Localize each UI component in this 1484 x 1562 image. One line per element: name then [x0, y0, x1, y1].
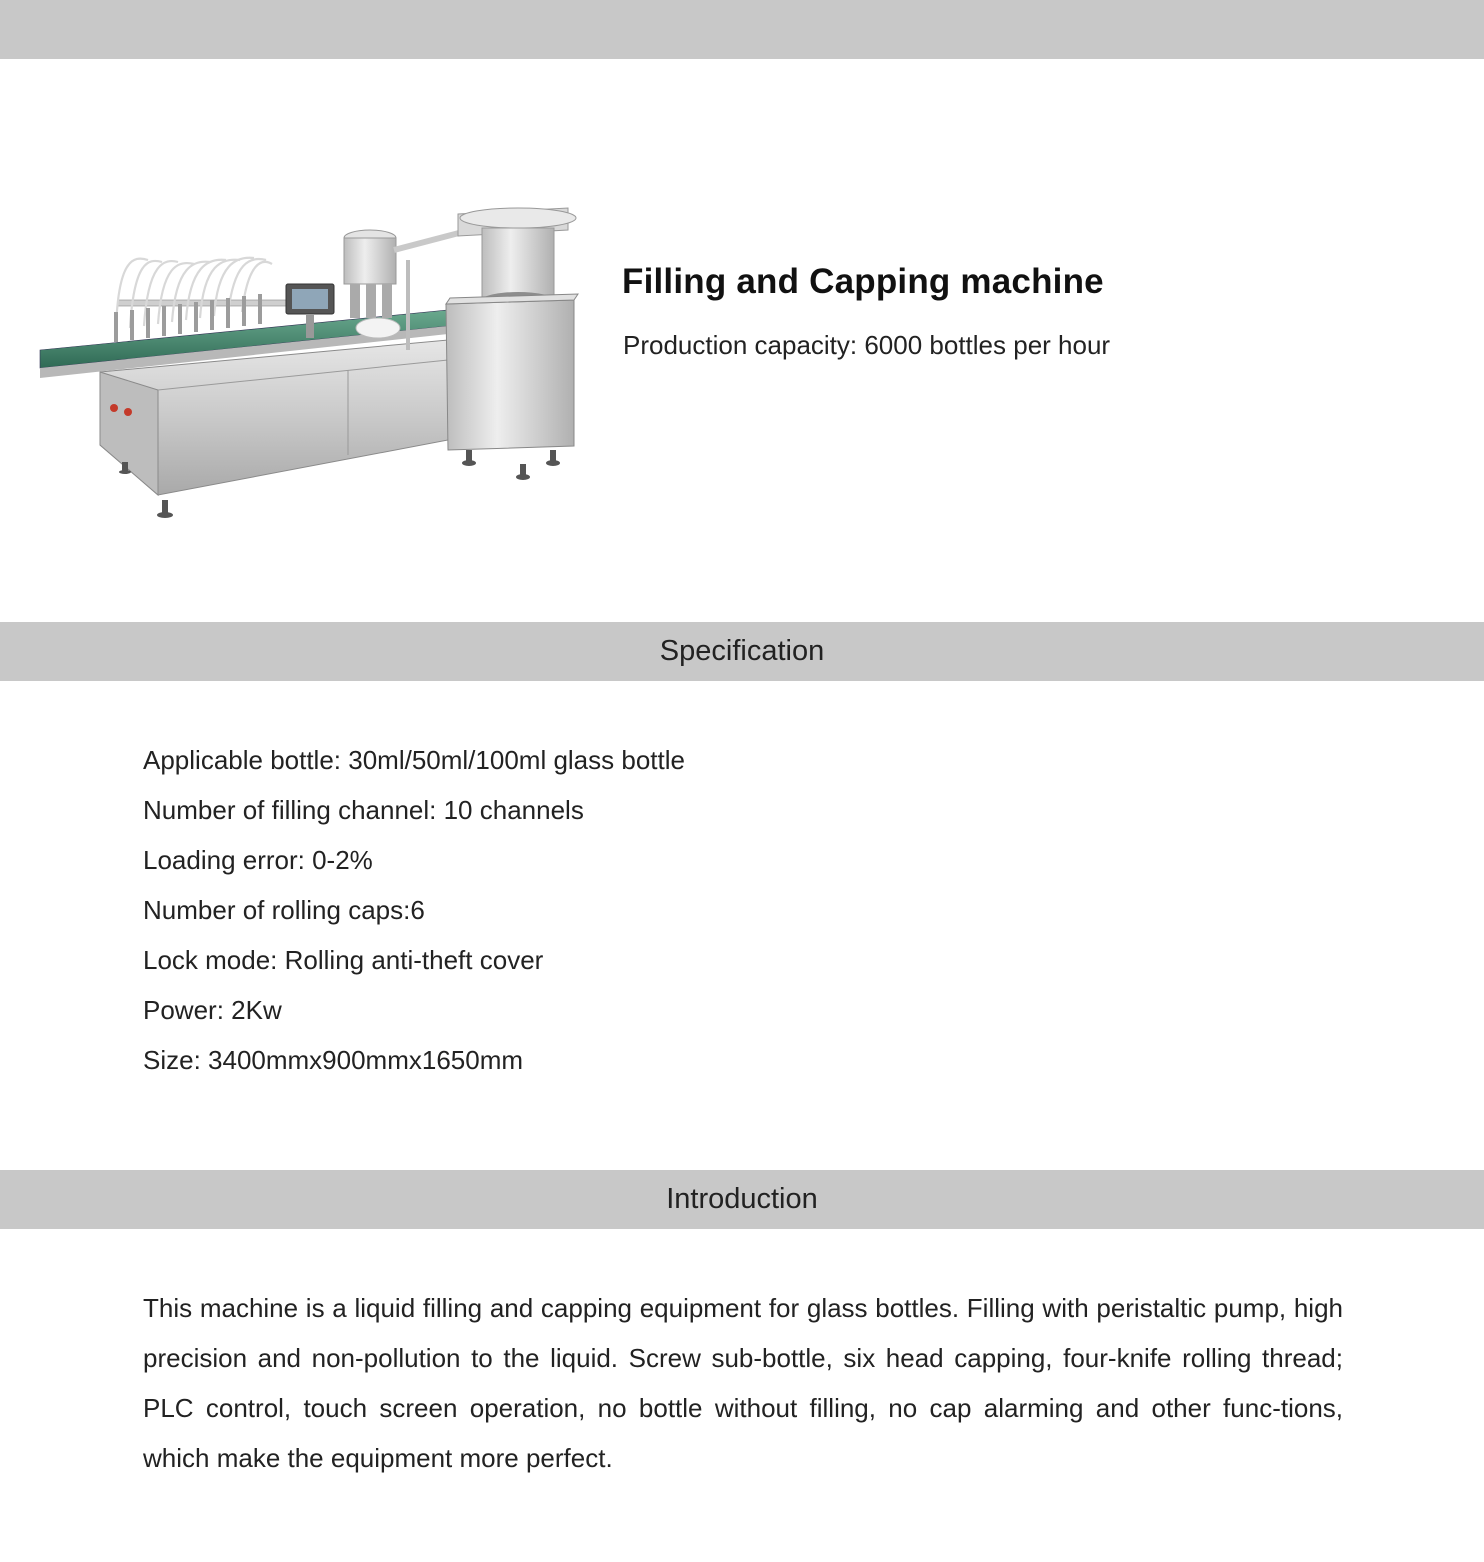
specification-list: [143, 735, 685, 1085]
spec-lock-mode: Lock mode: Rolling anti-theft cover: [143, 945, 544, 975]
introduction-heading: Introduction: [666, 1183, 818, 1215]
spec-size: Size: 3400mmx900mmx1650mm: [143, 1045, 524, 1075]
specification-heading: Specification: [659, 635, 825, 667]
filling-capping-machine-image: [38, 200, 583, 530]
spec-applicable-bottle: Applicable bottle: 30ml/50ml/100ml glass bottle: [143, 745, 685, 775]
spec-rolling-caps: Number of rolling caps:6: [143, 895, 425, 925]
product-title: Filling and Capping machine: [622, 262, 1104, 301]
spec-loading-error: Loading error: 0-2%: [143, 845, 373, 875]
production-capacity: Production capacity: 6000 bottles per hour: [623, 330, 1111, 360]
specification-header: [0, 622, 1484, 681]
introduction-header: [0, 1170, 1484, 1229]
introduction-text: This machine is a liquid filling and capping equipment for glass bottles. Filling with peristaltic pump, high precision and non-pollution to the liquid. Screw sub-bottle, six head capping, four-knife rolling thread; PLC control, touch screen operation, no bottle without filling, no cap alarming and other func-tions, which make the equipment more perfect.: [143, 1293, 1343, 1473]
spec-power: Power: 2Kw: [143, 995, 282, 1025]
top-banner: [0, 0, 1484, 59]
spec-filling-channels: Number of filling channel: 10 channels: [143, 795, 584, 825]
